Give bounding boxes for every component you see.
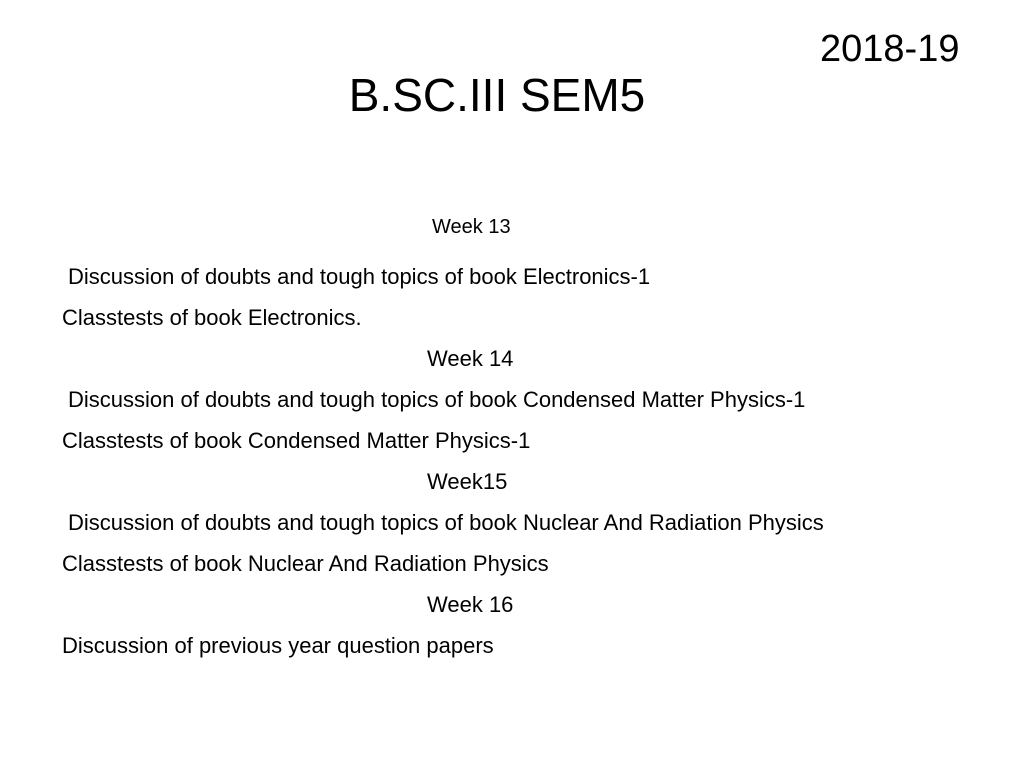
slide-title: B.SC.III SEM5 [348,69,646,121]
week-15-heading: Week15 [427,469,508,494]
week-13-heading: Week 13 [432,216,511,238]
week-15-discussion: Discussion of doubts and tough topics of book Nuclear And Radiation Physics [68,510,824,535]
academic-year: 2018-19 [820,28,960,70]
week-14-discussion: Discussion of doubts and tough topics of book Condensed Matter Physics-1 [68,387,806,412]
week-14-heading: Week 14 [427,346,514,371]
week-16-discussion: Discussion of previous year question papers [62,633,494,658]
week-15-classtests: Classtests of book Nuclear And Radiation Physics [62,551,549,576]
week-13-classtests: Classtests of book Electronics. [62,305,362,330]
week-16-heading: Week 16 [427,592,514,617]
week-14-classtests: Classtests of book Condensed Matter Physics-1 [62,428,531,453]
week-13-discussion: Discussion of doubts and tough topics of book Electronics-1 [68,264,651,289]
